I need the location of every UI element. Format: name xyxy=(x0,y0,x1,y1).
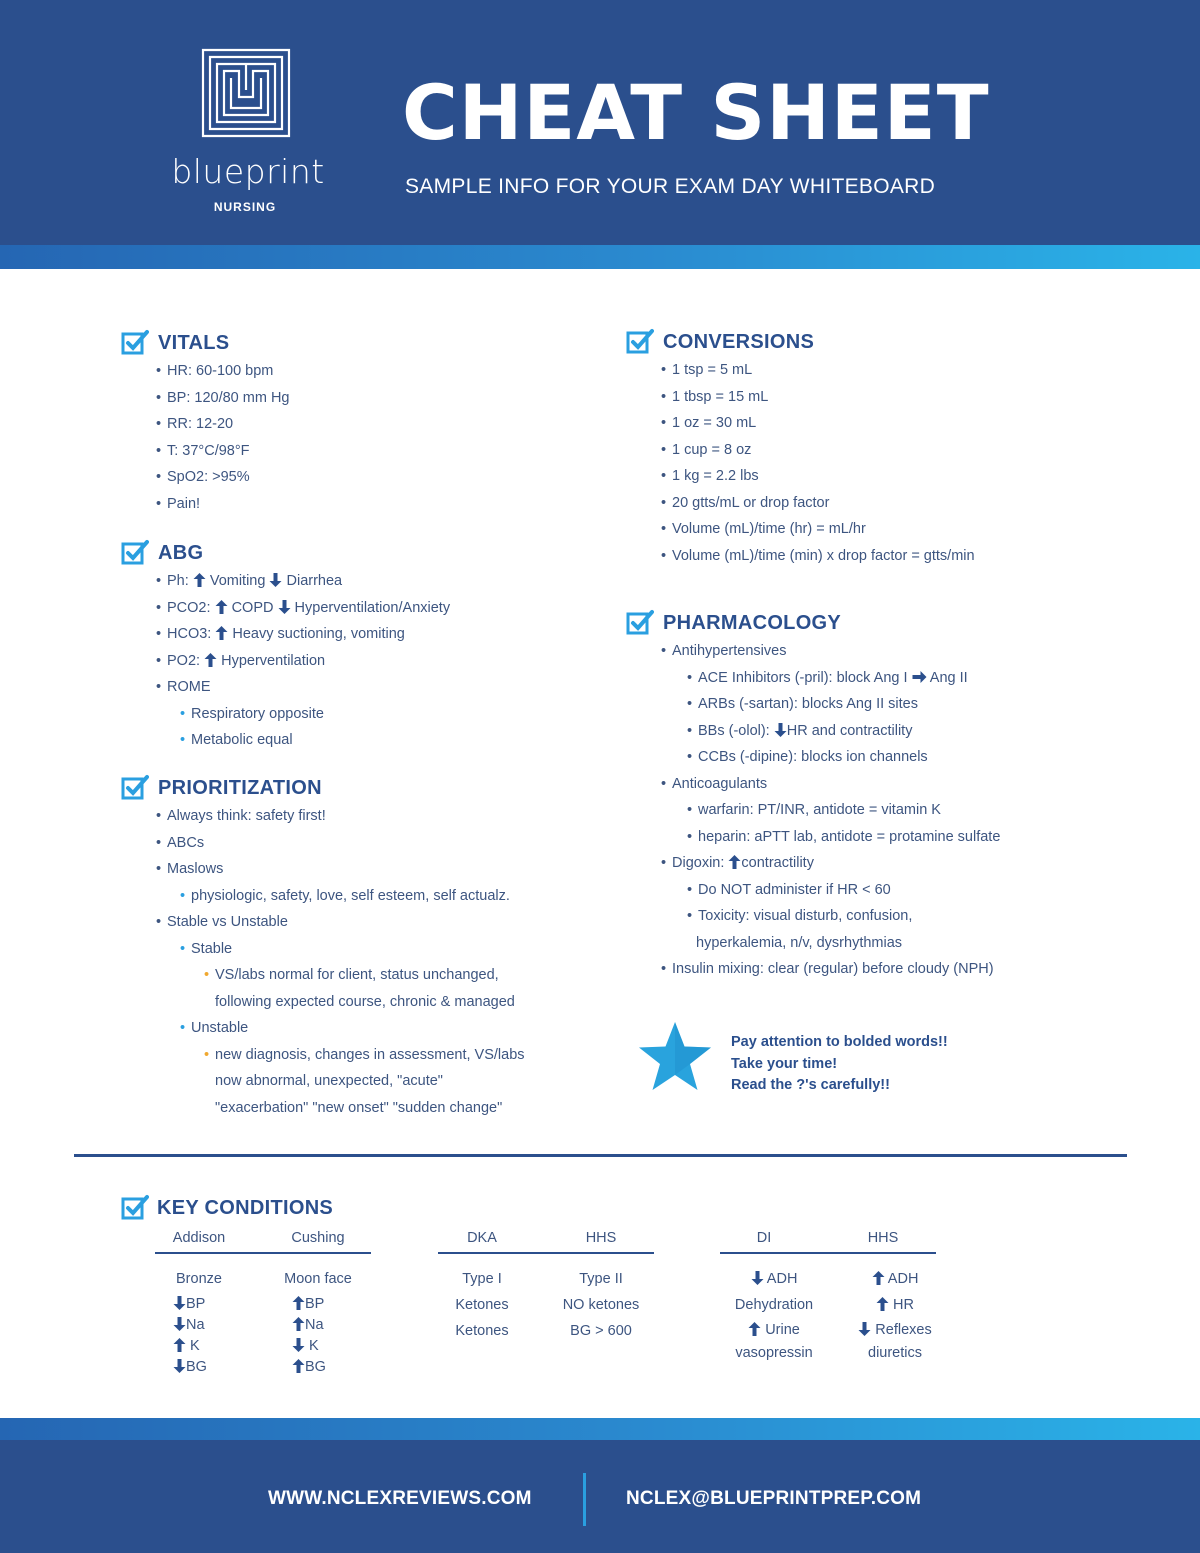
list-item: • ROME xyxy=(167,674,450,701)
list-item xyxy=(698,718,1000,745)
list-item: • 1 tbsp = 15 mL xyxy=(672,384,975,411)
logo-wordmark: blueprint xyxy=(171,152,325,191)
table-header: HHS xyxy=(867,1230,899,1246)
arrow-down-icon xyxy=(858,1322,871,1336)
ace-text-b: Ang II xyxy=(926,669,968,686)
arrow-right-icon xyxy=(912,671,927,683)
list-item: • Stable vs Unstable xyxy=(167,909,525,936)
arrow-up-icon xyxy=(292,1296,305,1310)
bbs-text-a: BBs (-olol): xyxy=(698,722,774,739)
arrow-down-icon xyxy=(278,600,291,614)
table-cell xyxy=(145,1294,253,1315)
table-rule xyxy=(720,1252,936,1254)
po2-text: Hyperventilation xyxy=(217,652,326,669)
list-item: • T: 37°C/98°F xyxy=(167,438,290,465)
list-item: • 1 kg = 2.2 lbs xyxy=(672,463,975,490)
list-item xyxy=(167,621,450,648)
hco3-label: HCO3: xyxy=(167,626,216,642)
table-header: DI xyxy=(756,1230,772,1246)
pco2-text-a: COPD xyxy=(227,599,278,616)
table-cell: BG > 600 xyxy=(570,1323,632,1339)
list-item: • Toxicity: visual disturb, confusion, xyxy=(698,903,1000,930)
conversions-section xyxy=(626,327,975,569)
cell-text: ADH xyxy=(766,1271,798,1287)
list-item: • CCBs (-dipine): blocks ion channels xyxy=(698,744,1000,771)
list-item: • Stable xyxy=(191,936,525,963)
header-stripe xyxy=(0,245,1200,269)
arrow-up-icon xyxy=(215,626,228,640)
vitals-section xyxy=(121,328,290,517)
table-rule xyxy=(438,1252,654,1254)
list-item-continued: now abnormal, unexpected, "acute" xyxy=(215,1073,443,1089)
arrow-up-icon xyxy=(748,1322,761,1336)
list-item xyxy=(167,595,450,622)
list-item xyxy=(167,568,450,595)
table-cell: Moon face xyxy=(284,1271,352,1287)
table-header: Addison xyxy=(172,1230,226,1246)
list-item: • BP: 120/80 mm Hg xyxy=(167,385,290,412)
email-link[interactable]: NCLEX@BLUEPRINTPREP.COM xyxy=(626,1488,922,1509)
table-cell xyxy=(264,1336,372,1357)
list-item: • new diagnosis, changes in assessment, VS/labs xyxy=(215,1042,525,1069)
arrow-up-icon xyxy=(872,1271,885,1285)
cell-text: BG xyxy=(305,1359,326,1375)
arrow-up-icon xyxy=(204,653,217,667)
list-item: • heparin: aPTT lab, antidote = protamine sulfate xyxy=(698,824,1000,851)
website-link[interactable]: WWW.NCLEXREVIEWS.COM xyxy=(268,1488,532,1509)
cell-text: Reflexes xyxy=(875,1322,932,1338)
cell-text: Na xyxy=(305,1317,324,1333)
checkbox-icon xyxy=(121,538,149,566)
list-item: • ABCs xyxy=(167,830,525,857)
page-title: CHEAT SHEET xyxy=(402,68,990,157)
tips-note xyxy=(731,1032,948,1097)
hco3-text: Heavy suctioning, vomiting xyxy=(228,626,405,642)
abg-title: ABG xyxy=(158,542,204,564)
section-divider xyxy=(74,1154,1127,1157)
checkbox-icon xyxy=(121,773,149,801)
cell-text: K xyxy=(190,1338,200,1354)
addison-column xyxy=(145,1266,253,1378)
list-item: • physiologic, safety, love, self esteem, self actualz. xyxy=(191,883,525,910)
po2-label: PO2: xyxy=(167,652,205,669)
pco2-label: PCO2: xyxy=(167,599,215,616)
table-cell xyxy=(710,1318,838,1342)
checkbox-icon xyxy=(626,327,654,355)
list-item: • Insulin mixing: clear (regular) before cloudy (NPH) xyxy=(672,956,1000,983)
logo-subtitle: NURSING xyxy=(213,200,277,214)
arrow-up-icon xyxy=(215,600,228,614)
prioritization-title: PRIORITIZATION xyxy=(158,777,322,799)
table-cell: Type I xyxy=(462,1271,502,1287)
conversions-title: CONVERSIONS xyxy=(663,331,815,353)
cell-text: Urine xyxy=(765,1322,800,1338)
footer-stripe xyxy=(0,1418,1200,1440)
list-item: • Volume (mL)/time (min) x drop factor = gtts/min xyxy=(672,543,975,570)
tip-line: Take your time! xyxy=(731,1055,838,1072)
dka-column xyxy=(428,1266,536,1344)
list-item: • warfarin: PT/INR, antidote = vitamin K xyxy=(698,797,1000,824)
list-item: • Unstable xyxy=(191,1015,525,1042)
arrow-down-icon xyxy=(269,573,282,587)
footer-banner xyxy=(0,1440,1200,1553)
table-cell: Bronze xyxy=(176,1271,222,1287)
arrow-down-icon xyxy=(292,1338,305,1352)
list-item: • 1 cup = 8 oz xyxy=(672,437,975,464)
di-column xyxy=(710,1266,838,1364)
ph-text-a: Vomiting xyxy=(205,573,270,589)
addison-cushing-table xyxy=(155,1230,371,1380)
list-item: • 1 oz = 30 mL xyxy=(672,410,975,437)
vitals-title: VITALS xyxy=(158,332,230,354)
list-item: • Pain! xyxy=(167,491,290,518)
cushing-column xyxy=(264,1266,372,1378)
arrow-up-icon xyxy=(173,1338,186,1352)
list-item: • HR: 60-100 bpm xyxy=(167,358,290,385)
cell-text: BG xyxy=(186,1359,207,1375)
table-cell xyxy=(145,1336,253,1357)
table-rule xyxy=(155,1252,371,1254)
key-conditions-title: KEY CONDITIONS xyxy=(157,1197,334,1219)
ace-text-a: ACE Inhibitors (-pril): block Ang I xyxy=(698,669,912,686)
hhs-column xyxy=(831,1266,959,1364)
blueprint-logo-icon xyxy=(200,47,292,139)
table-cell: Type II xyxy=(579,1271,623,1287)
arrow-down-icon xyxy=(774,723,787,737)
table-header: Cushing xyxy=(291,1230,345,1246)
di-hhs-table xyxy=(720,1230,936,1360)
list-item: • Maslows xyxy=(167,856,525,883)
list-item: • Anticoagulants xyxy=(672,771,1000,798)
abg-section xyxy=(121,538,450,754)
list-item: • Always think: safety first! xyxy=(167,803,525,830)
cell-text: HR xyxy=(893,1297,914,1313)
list-item: • Do NOT administer if HR < 60 xyxy=(698,877,1000,904)
table-cell: Ketones xyxy=(455,1297,509,1313)
arrow-up-icon xyxy=(292,1359,305,1373)
list-item: • Respiratory opposite xyxy=(191,701,450,728)
table-cell: Dehydration xyxy=(734,1297,814,1313)
table-cell xyxy=(831,1292,959,1318)
pharmacology-title: PHARMACOLOGY xyxy=(663,612,842,634)
footer-separator xyxy=(583,1473,586,1526)
arrow-up-icon xyxy=(292,1317,305,1331)
list-item xyxy=(672,850,1000,877)
hhs-column xyxy=(547,1266,655,1344)
page-subtitle: SAMPLE INFO FOR YOUR EXAM DAY WHITEBOARD xyxy=(405,175,936,198)
list-item-continued: hyperkalemia, n/v, dysrhythmias xyxy=(696,934,903,951)
arrow-up-icon xyxy=(876,1297,889,1311)
prioritization-section xyxy=(121,773,525,1121)
table-cell: vasopressin xyxy=(735,1345,813,1361)
table-cell xyxy=(145,1315,253,1336)
table-header: DKA xyxy=(467,1230,497,1246)
arrow-down-icon xyxy=(173,1317,186,1331)
checkbox-icon xyxy=(121,1193,149,1221)
table-cell: NO ketones xyxy=(562,1297,640,1313)
bbs-text-b: HR and contractility xyxy=(786,722,913,739)
table-cell: Ketones xyxy=(455,1323,509,1339)
table-cell xyxy=(710,1266,838,1292)
pco2-text-b: Hyperventilation/Anxiety xyxy=(290,599,451,616)
list-item: • 1 tsp = 5 mL xyxy=(672,357,975,384)
digoxin-text-b: contractility xyxy=(741,855,814,871)
table-cell xyxy=(264,1315,372,1336)
list-item xyxy=(167,648,450,675)
list-item: • Volume (mL)/time (hr) = mL/hr xyxy=(672,516,975,543)
pharmacology-section xyxy=(626,608,1000,983)
arrow-down-icon xyxy=(173,1359,186,1373)
table-cell: diuretics xyxy=(868,1345,922,1361)
star-icon xyxy=(636,1020,714,1094)
digoxin-text-a: Digoxin: xyxy=(672,855,729,871)
table-cell xyxy=(264,1294,372,1315)
cell-text: ADH xyxy=(887,1271,919,1287)
cell-text: Na xyxy=(186,1317,205,1333)
list-item-continued: following expected course, chronic & managed xyxy=(215,993,515,1010)
checkbox-icon xyxy=(626,608,654,636)
ph-label: Ph: xyxy=(167,573,193,589)
list-item: • Metabolic equal xyxy=(191,727,450,754)
table-cell xyxy=(831,1318,959,1342)
list-item: • VS/labs normal for client, status unchanged, xyxy=(215,962,525,989)
arrow-up-icon xyxy=(728,855,741,869)
list-item: • 20 gtts/mL or drop factor xyxy=(672,490,975,517)
cell-text: K xyxy=(309,1338,319,1354)
table-header: HHS xyxy=(585,1230,617,1246)
tip-line: Read the ?'s carefully!! xyxy=(731,1077,890,1093)
list-item-continued: "exacerbation" "new onset" "sudden change" xyxy=(215,1099,503,1116)
list-item: • SpO2: >95% xyxy=(167,464,290,491)
ph-text-b: Diarrhea xyxy=(282,573,343,589)
list-item: • ARBs (-sartan): blocks Ang II sites xyxy=(698,691,1000,718)
dka-hhs-table xyxy=(438,1230,654,1350)
table-cell xyxy=(264,1357,372,1378)
arrow-down-icon xyxy=(173,1296,186,1310)
arrow-down-icon xyxy=(751,1271,764,1285)
table-cell xyxy=(831,1266,959,1292)
table-cell xyxy=(145,1357,253,1378)
tip-line: Pay attention to bolded words!! xyxy=(731,1034,948,1050)
arrow-up-icon xyxy=(193,573,206,587)
list-item: • Antihypertensives xyxy=(672,638,1000,665)
checkbox-icon xyxy=(121,328,149,356)
list-item xyxy=(698,665,1000,692)
list-item: • RR: 12-20 xyxy=(167,411,290,438)
cell-text: BP xyxy=(186,1296,206,1312)
cell-text: BP xyxy=(305,1296,325,1312)
